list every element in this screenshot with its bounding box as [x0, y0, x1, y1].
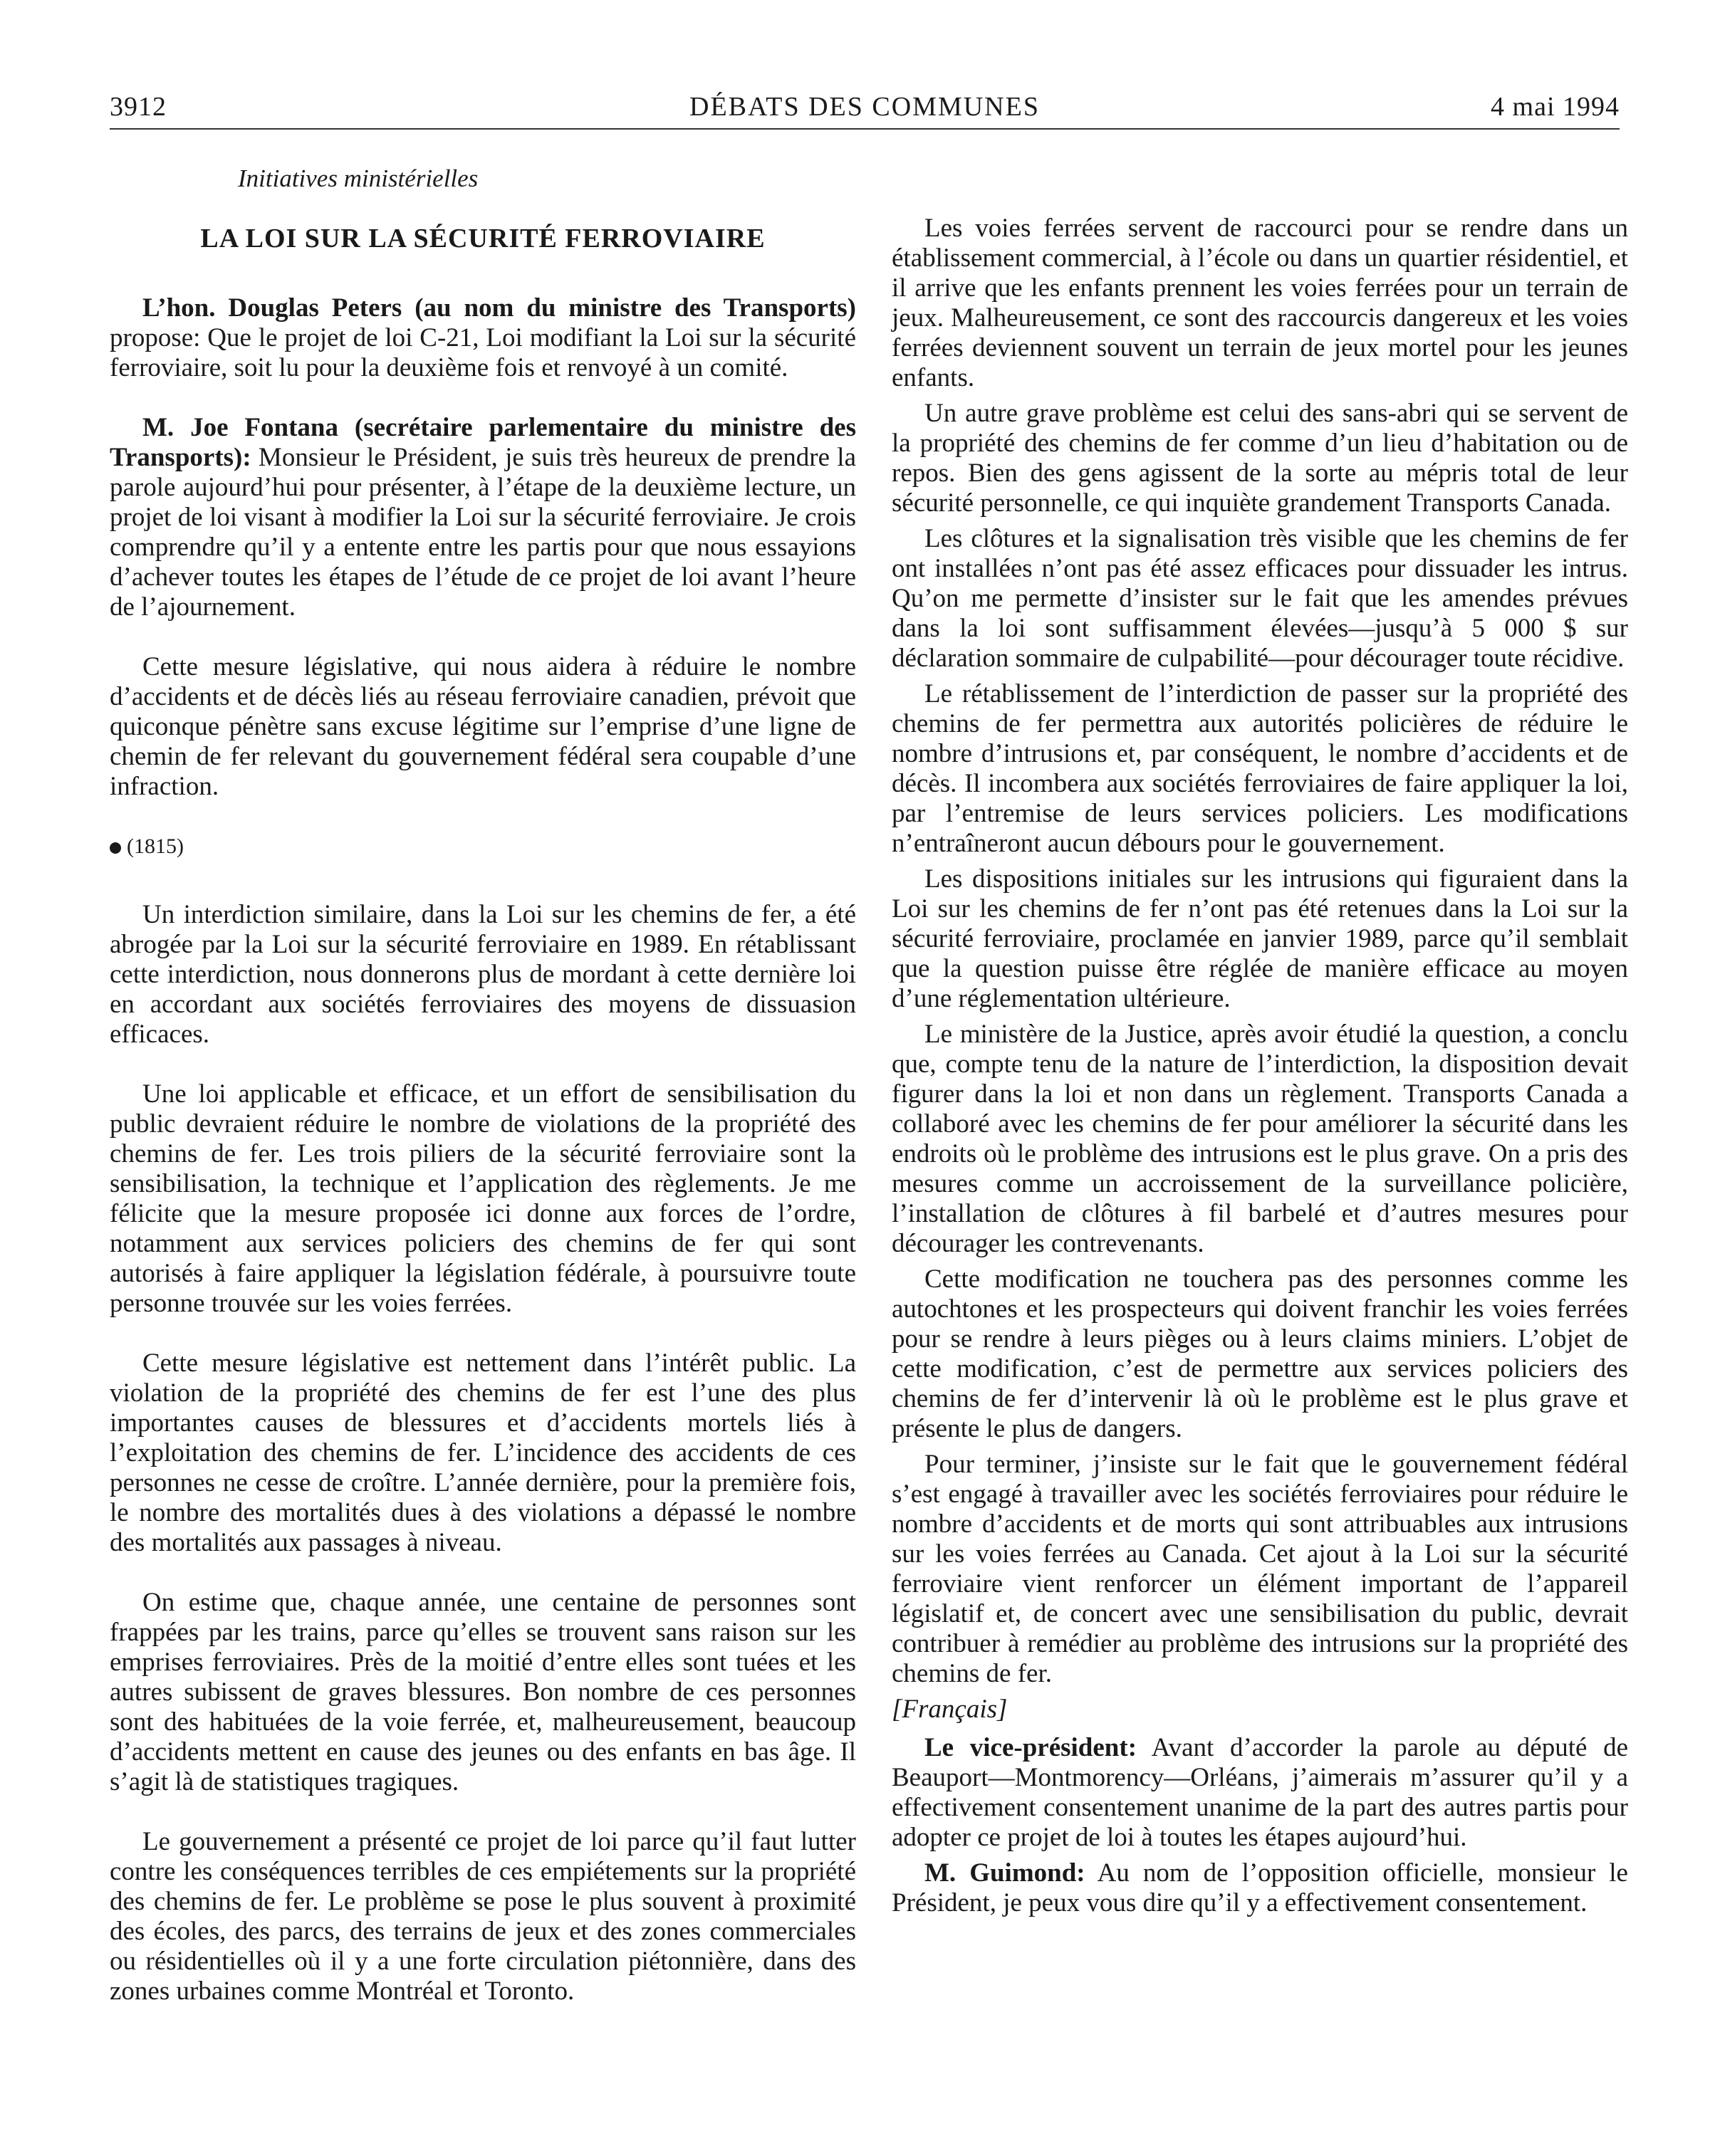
paragraph: Un autre grave problème est celui des sans-abri qui se servent de la propriété des chemins de fer comme d’un lieu d’habitation ou de repos. Bien des gens agissent de la sorte au mépris total de leur sécurité personnelle, ce qui inquiète grandement Transports Canada. — [892, 399, 1628, 518]
paragraph: Les clôtures et la signalisation très visible que les chemins de fer ont installées n’ont pas été assez efficaces pour dissuader les intrus. Qu’on me permette d’insister sur le fait que les amendes prévues dans la loi sont suffisamment élevées—jusqu’à 5 000 $ sur déclaration sommaire de culpabilité—pour décourager toute récidive. — [892, 524, 1628, 673]
page-number: 3912 — [110, 92, 167, 122]
paragraph — [892, 1733, 1628, 1853]
speaker-name: M. Guimond: — [924, 1858, 1085, 1888]
left-column — [110, 164, 856, 2006]
article-title: LA LOI SUR LA SÉCURITÉ FERROVIAIRE — [200, 224, 766, 253]
language-marker: [Français] — [892, 1695, 1008, 1724]
paragraph: Le rétablissement de l’interdiction de passer sur la propriété des chemins de fer permettra aux autorités policières de réduire le nombre d’intrusions et, par conséquent, le nombre d’accidents et de décès. Il incombera aux sociétés ferroviaires de faire appliquer la loi, par l’entremise de leurs services policiers. Les modifications n’entraîneront aucun débours pour le gouvernement. — [892, 679, 1628, 858]
paragraph — [892, 1858, 1628, 1918]
paragraph: Cette modification ne touchera pas des personnes comme les autochtones et les prospecteurs qui doivent franchir les voies ferrées pour se rendre à leurs pièges ou à leurs claims miniers. L’objet de cette modification, c’est de permettre aux services policiers des chemins de fer d’intervenir là où le problème est le plus grave et présente le plus de dangers. — [892, 1265, 1628, 1443]
paragraph-text: Avant d’accorder la parole au député de Beauport—Montmorency—Orléans, j’aimerais m’assurer qu’il y a effectivement consentement unanime de la part des autres partis pour adopter ce projet de loi à toutes les étapes aujourd’hui. — [892, 1733, 1629, 1852]
paragraph: Le ministère de la Justice, après avoir étudié la question, a conclu que, compte tenu de la nature de l’interdiction, la disposition devait figurer dans la loi et non dans un règlement. Transports Canada a collaboré avec les chemins de fer pour améliorer la sécurité dans les endroits où le problème des intrusions est le plus grave. On a pris des mesures comme un accroissement de la surveillance policière, l’installation de clôtures à fil barbelé et d’autres mesures pour décourager les contrevenants. — [892, 1020, 1628, 1258]
paragraph: Pour terminer, j’insiste sur le fait que le gouvernement fédéral s’est engagé à travailler avec les sociétés ferroviaires pour réduire le nombre d’accidents et de morts qui sont attribuables aux intrusions sur les voies ferrées au Canada. Cet ajout à la Loi sur la sécurité ferroviaire vient renforcer un élément important de l’appareil législatif et, de concert avec une sensibilisation du public, devrait contribuer à remédier au problème des intrusions sur la propriété des chemins de fer. — [892, 1450, 1628, 1688]
right-column — [892, 214, 1628, 1924]
speaker-name: Le vice-président: — [924, 1733, 1137, 1762]
speaker-name: M. Joe Fontana (secrétaire parlementaire du ministre des Transports): — [110, 413, 856, 472]
paragraph: Cette mesure législative est nettement dans l’intérêt public. La violation de la propriété des chemins de fer est l’une des plus importantes causes de blessures et d’accidents mortels liés à l’exploitation des chemins de fer. L’incidence des accidents de ces personnes ne cesse de croître. L’année dernière, pour la première fois, le nombre des mortalités dues à des violations a dépassé le nombre des mortalités aux passages à niveau. — [110, 1349, 856, 1557]
paragraph-text: propose: Que le projet de loi C-21, Loi modifiant la Loi sur la sécurité ferroviaire, soit lu pour la deuxième fois et renvoyé à un comité. — [110, 323, 856, 382]
paragraph — [110, 413, 856, 622]
publication-title: DÉBATS DES COMMUNES — [689, 92, 1040, 122]
subsection-heading: Initiatives ministérielles — [238, 164, 479, 192]
paragraph-text: Monsieur le Président, je suis très heureux de prendre la parole aujourd’hui pour présenter, à l’étape de la deuxième lecture, un projet de loi visant à modifier la Loi sur la sécurité ferroviaire. Je crois comprendre qu’il y a entente entre les partis pour que nous essayions d’achever toutes les étapes de l’étude de ce projet de loi avant l’heure de l’ajournement. — [110, 443, 856, 622]
paragraph: Le gouvernement a présenté ce projet de loi parce qu’il faut lutter contre les conséquences terribles de ces empiétements sur la propriété des chemins de fer. Le problème se pose le plus souvent à proximité des écoles, des parcs, des terrains de jeux et des zones commerciales ou résidentielles où il y a une forte circulation piétonnière, dans des zones urbaines comme Montréal et Toronto. — [110, 1827, 856, 2006]
time-marker — [110, 832, 856, 862]
paragraph: Les voies ferrées servent de raccourci pour se rendre dans un établissement commercial, à l’école ou dans un quartier résidentiel, et il arrive que les enfants prennent les voies ferrées pour un terrain de jeux. Malheureusement, ce sont des raccourcis dangereux et les voies ferrées deviennent souvent un terrain de jeux mortel pour les jeunes enfants. — [892, 214, 1628, 392]
header-rule — [110, 128, 1620, 130]
paragraph: On estime que, chaque année, une centaine de personnes sont frappées par les trains, parce qu’elles se trouvent sans raison sur les emprises ferroviaires. Près de la moitié d’entre elles sont tuées et les autres subissent de graves blessures. Bon nombre de ces personnes sont des habituées de la voie ferrée, et, malheureusement, beaucoup d’accidents mettent en cause des jeunes ou des enfants en bas âge. Il s’agit là de statistiques tragiques. — [110, 1588, 856, 1796]
paragraph: Les dispositions initiales sur les intrusions qui figuraient dans la Loi sur les chemins de fer n’ont pas été retenues dans la Loi sur la sécurité ferroviaire, proclamée en janvier 1989, parce qu’il semblait que la question puisse être réglée de manière efficace au moyen d’une réglementation ultérieure. — [892, 864, 1628, 1013]
page-date: 4 mai 1994 — [1491, 92, 1620, 122]
paragraph: Cette mesure législative, qui nous aidera à réduire le nombre d’accidents et de décès liés au réseau ferroviaire canadien, prévoit que quiconque pénètre sans excuse légitime sur l’emprise d’une ligne de chemin de fer relevant du gouvernement fédéral sera coupable d’une infraction. — [110, 652, 856, 801]
page-header — [110, 84, 1620, 124]
paragraph-text: Au nom de l’opposition officielle, monsieur le Président, je peux vous dire qu’il y a effectivement consentement. — [892, 1858, 1628, 1917]
speaker-name: L’hon. Douglas Peters (au nom du ministre des Transports) — [142, 293, 856, 323]
paragraph: Une loi applicable et efficace, et un effort de sensibilisation du public devraient réduire le nombre de violations de la propriété des chemins de fer. Les trois piliers de la sécurité ferroviaire sont la sensibilisation, la technique et l’application des règlements. Je me félicite que la mesure proposée ici donne aux forces de l’ordre, notamment aux services policiers des chemins de fer qui sont autorisés à faire appliquer la législation fédérale, à poursuivre toute personne trouvée sur les voies ferrées. — [110, 1079, 856, 1318]
paragraph: Un interdiction similaire, dans la Loi sur les chemins de fer, a été abrogée par la Loi sur la sécurité ferroviaire en 1989. En rétablissant cette interdiction, nous donnerons plus de mordant à cette dernière loi en accordant aux sociétés ferroviaires des moyens de dissuasion efficaces. — [110, 900, 856, 1049]
time-marker-text: (1815) — [127, 834, 184, 858]
bullet-icon — [110, 842, 121, 854]
paragraph — [110, 293, 856, 383]
